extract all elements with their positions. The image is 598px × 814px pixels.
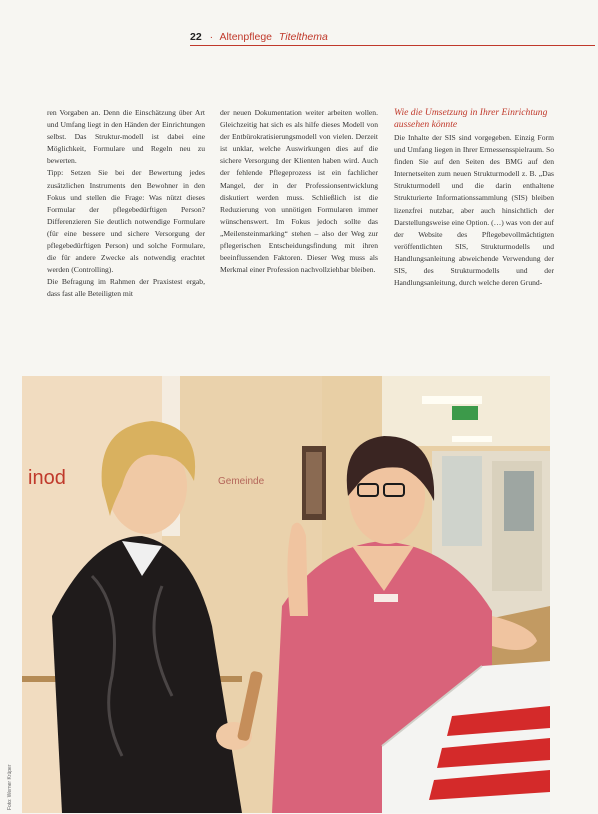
- header-rule: [190, 45, 595, 46]
- photo-credit: Foto: Werner Krüper: [7, 764, 13, 810]
- page-number: 22: [190, 31, 202, 43]
- header-separator: ·: [209, 31, 214, 43]
- subheading: Wie die Umsetzung in Ihrer Einrichtung aussehen könnte: [394, 107, 548, 130]
- paragraph: Die Inhalte der SIS sind vorgegeben. Einzig Form und Umfang liegen in Ihrer Ermessensspielraum. So finden Sie auf den Seiten des BMG auf den Internetseiten zum neuen Strukturmodell z. B. „Das Strukturmodell und die darin enthaltene Strukturierte Informationssammlung (SIS) bleiben lizenzfrei nutzbar, aber auch hinsichtlich der Darstellungsweise eine Option. (…) was von der auf der Website des Pflegebevollmächtigten veröffentlichten SIS, Strukturmodells und Handlungsanleitung abweichende Verwendung der SIS, des Strukturmodells und der Handlungsanleitung, durch welche deren Grund-: [394, 133, 554, 288]
- article-photo: [22, 376, 550, 813]
- text-column-3: [394, 107, 554, 289]
- paragraph: Tipp: Setzen Sie bei der Bewertung jedes zusätzlichen Instruments den Bewohner in den Fokus und stellen die Frage: Was nützt dieses Formular der pflegebedürftigen Person? Differenzieren Sie deutlich notwendige Formulare (für eine bessere und sichere Versorgung der pflegebedürftigen Person) und solche Formulare, die für andere Zwecke als notwendig erachtet werden (Controlling).: [47, 168, 205, 275]
- text-column-1: [47, 107, 205, 301]
- paragraph: der neuen Dokumentation weiter arbeiten wollen. Gleichzeitig hat sich es als hilfe dieses Modell von der Entbürokratisierungsmodell von vielen. Derzeit ist unklar, welche Auswirkungen dies auf die sichere Versorgung der Klienten haben wird. Auch der fehlende Pflegeprozess ist ein fachlicher Mangel, der in der Professionsentwicklung diskutiert werden muss. Schließlich ist die Reduzierung von unnötigen Formularen immer wünschenswert. Im Fokus jedoch sollte das „Meilensteinmarking“ stehen – also der Weg zur pflegerischen Entscheidungsfindung mit ihren beeinflussenden Faktoren. Dieser Weg muss als Merkmal einer Profession nachvollziehbar bleiben.: [220, 108, 378, 275]
- wall-sign-right: Gemeinde: [218, 476, 265, 487]
- section-label: Altenpflege: [219, 31, 272, 43]
- running-header: [190, 31, 328, 43]
- topic-label: Titelthema: [278, 31, 328, 43]
- text-column-2: [220, 107, 378, 276]
- wall-sign-left: inod: [28, 467, 66, 489]
- paragraph: Die Befragung im Rahmen der Praxistest ergab, dass fast alle Beteiligten mit: [47, 277, 205, 299]
- paragraph: ren Vorgaben an. Denn die Einschätzung über Art und Umfang liegt in den Händen der Einrichtungen selbst. Das Struktur-modell ist dabei eine Möglichkeit, Formulare und Regeln neu zu bewerten.: [47, 108, 205, 166]
